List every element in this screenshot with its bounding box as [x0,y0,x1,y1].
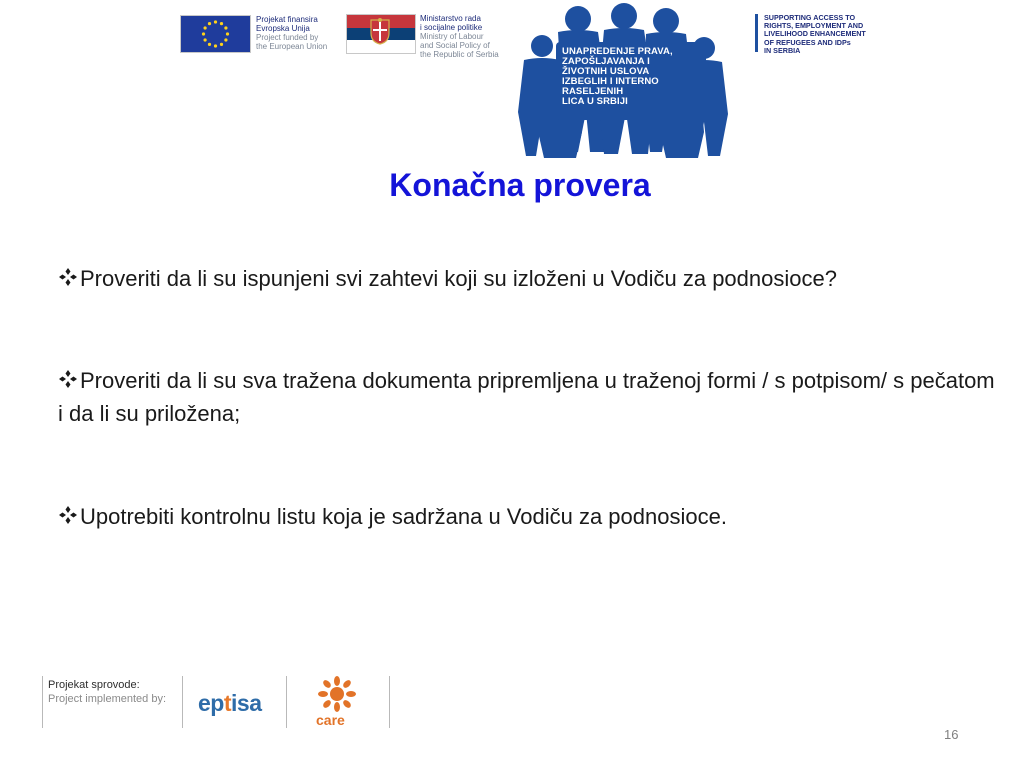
bullet-text: Proveriti da li su ispunjeni svi zahtevi koji su izloženi u Vodiču za podnosioce? [80,266,837,291]
ministry-text-line: and Social Policy of [420,41,490,50]
project-title-line: IN SERBIA [764,45,801,55]
bullet-item [58,364,998,430]
project-title-line: SUPPORTING ACCESS TO [764,13,856,22]
project-english-title [764,14,894,55]
eu-text-line: Project funded by [256,33,319,42]
ministry-text-line: the Republic of Serbia [420,50,499,59]
eu-text-line: Projekat finansira [256,15,318,24]
project-title-line: RIGHTS, EMPLOYMENT AND [764,21,864,31]
caption-line: IZBEGLIH I INTERNO [562,76,659,87]
ministry-text-line: Ministry of Labour [420,32,484,41]
bullet-item [58,262,998,295]
caption-line: ŽIVOTNIH USLOVA [562,66,650,77]
project-caption [562,47,702,107]
caption-line: LICA U SRBIJI [562,96,628,107]
eu-text-line: Evropska Unija [256,24,310,33]
caption-line: RASELJENIH [562,86,624,97]
caption-line: ZAPOŠLJAVANJA I [562,56,650,67]
eu-text-line: the European Union [256,42,328,51]
implemented-by-text [48,678,166,706]
ministry-text [420,14,520,59]
page-number: 16 [944,727,959,742]
eptisa-logo-text: t [223,690,232,716]
diamond-bullet-icon [58,262,80,295]
bullet-text: Proveriti da li su sva tražena dokumenta pripremljena u traženoj formi / s potpisom/ s pečatom i da li su priložena; [58,368,995,426]
implemented-line: Projekat sprovode: [48,679,140,691]
footer-divider [286,676,287,728]
project-title-line: OF REFUGEES AND IDPs [764,37,851,47]
divider-bar [755,14,758,52]
implemented-line: Project implemented by: [48,693,166,705]
footer-divider [182,676,183,728]
serbia-flag-logo [346,14,416,54]
eu-flag-logo [180,15,251,53]
footer-divider [42,676,43,728]
eptisa-logo-text: ep [198,690,224,716]
diamond-bullet-icon [58,500,80,533]
care-sunburst-icon [314,676,360,712]
ministry-text-line: i socijalne politike [420,23,483,32]
eptisa-logo-text: isa [231,690,262,716]
coat-of-arms-icon [369,17,391,45]
ministry-text-line: Ministarstvo rada [420,14,481,23]
bullet-item [58,500,998,533]
project-title-line: LIVELIHOOD ENHANCEMENT [764,29,866,39]
diamond-bullet-icon [58,364,80,397]
slide-title: Konačna provera [389,167,651,203]
caption-line: UNAPREDENJE PRAVA, [562,46,673,57]
bullet-text: Upotrebiti kontrolnu listu koja je sadržana u Vodiču za podnosioce. [80,504,727,529]
footer-divider [389,676,390,728]
eu-funding-text [256,15,344,51]
care-logo-text: care [316,712,345,728]
eptisa-logo [198,690,262,717]
